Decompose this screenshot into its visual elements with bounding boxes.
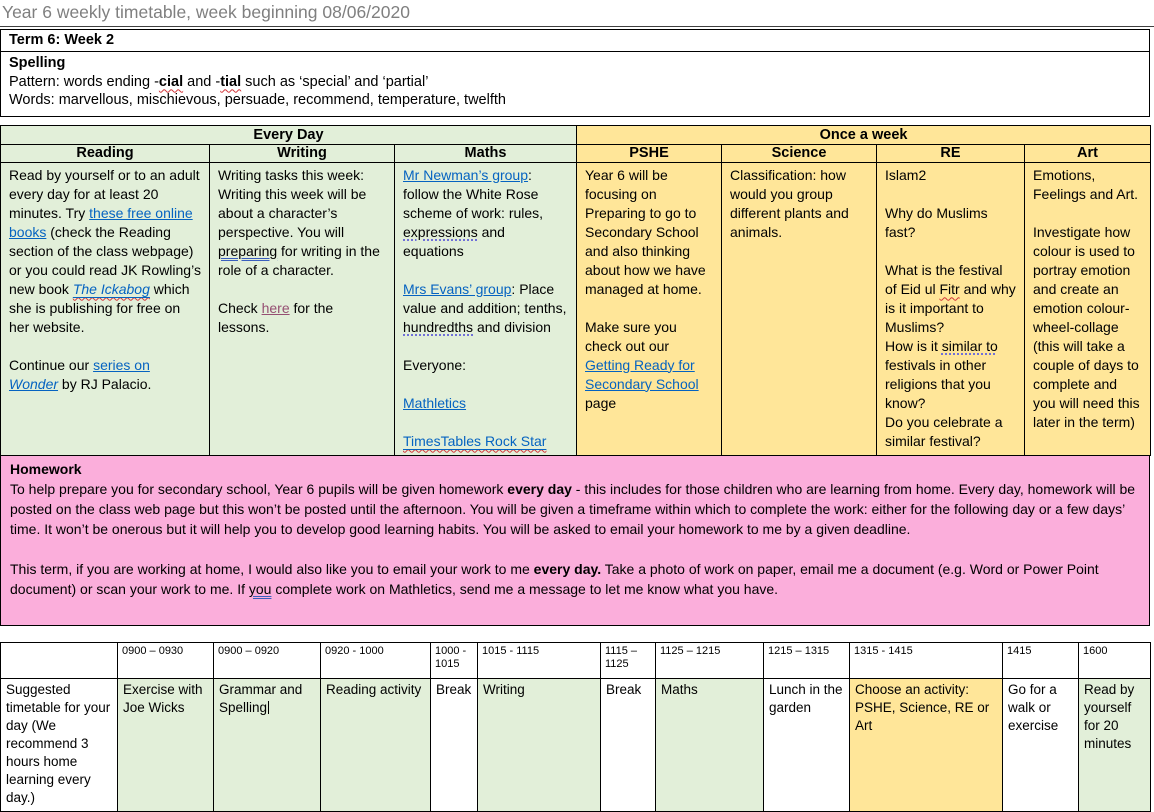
link-mr-newmans-group[interactable]: Mr Newman’s group xyxy=(403,166,529,183)
every-day-header: Every Day xyxy=(1,125,577,144)
pattern-text: and - xyxy=(183,73,221,90)
time-cell: 1315 - 1415 xyxy=(850,642,1003,678)
activity-cell-break-2[interactable]: Break xyxy=(601,678,656,811)
time-header-row xyxy=(1,642,1151,678)
group-header-row xyxy=(1,125,1151,144)
link-series-on-wonder[interactable]: series on Wonder xyxy=(9,356,150,392)
time-cell: 0920 - 1000 xyxy=(321,642,431,678)
maths-paragraph: Everyone: xyxy=(403,356,467,373)
homework-paragraph: To help prepare you for secondary school, Year 6 pupils will be given homework every day - this includes for those children who are learning from home. Every day, homework will be posted on the class web page but this won’t be posted until the afternoon. You will be given a timeframe within which to complete the work: either for the following day or a few days’ time. It won’t be onerous but it will help you to develop good learning habits. You will be asked to email your homework to me by a given deadline. xyxy=(10,480,1136,537)
link-timestables-rock-star[interactable]: TimesTables Rock Star xyxy=(403,432,547,449)
activity-cell-read[interactable]: Read by yourself for 20 minutes xyxy=(1079,678,1151,811)
maths-cell[interactable] xyxy=(395,162,577,455)
maths-header: Maths xyxy=(395,144,577,162)
time-cell: 0900 – 0920 xyxy=(214,642,321,678)
reading-text: Read by yourself or to an adult every day for at least 20 minutes. Try xyxy=(9,166,200,221)
pattern-suffix-cial: cial xyxy=(158,73,184,90)
re-header: RE xyxy=(877,144,1025,162)
link-mathletics[interactable]: Mathletics xyxy=(403,394,467,411)
link-the-ickabog[interactable]: The Ickabog xyxy=(72,280,150,297)
homework-section[interactable] xyxy=(0,456,1150,626)
grammar-flagged-word: you xyxy=(248,580,272,597)
activity-cell-break-1[interactable]: Break xyxy=(431,678,478,811)
activity-cell-exercise[interactable]: Exercise with Joe Wicks xyxy=(118,678,214,811)
link-getting-ready-secondary-school[interactable]: Getting Ready for Secondary School xyxy=(585,356,699,392)
weekly-subjects-table xyxy=(0,125,1151,456)
spelling-pattern xyxy=(9,73,1141,92)
pshe-paragraph: Year 6 will be focusing on Preparing to go to Secondary School and also thinking about how we have managed at home. xyxy=(585,166,706,297)
writing-cell[interactable] xyxy=(210,162,395,455)
activity-cell-grammar-spelling[interactable]: Grammar and Spelling xyxy=(214,678,321,811)
time-cell: 1600 xyxy=(1079,642,1151,678)
text-cursor xyxy=(268,701,269,714)
reading-paragraph xyxy=(9,356,201,394)
reading-header: Reading xyxy=(1,144,210,162)
time-cell: 1415 xyxy=(1003,642,1079,678)
reading-cell[interactable] xyxy=(1,162,210,455)
reading-text: (check the Reading section of the class webpage) or you could read JK Rowling’s new book xyxy=(9,223,201,297)
once-a-week-header: Once a week xyxy=(577,125,1151,144)
re-paragraph: What is the festival of Eid ul Fitr and why is it important to Muslims? xyxy=(885,261,1016,335)
reading-text: Continue our xyxy=(9,356,94,373)
science-cell[interactable] xyxy=(722,162,877,455)
re-cell[interactable] xyxy=(877,162,1025,455)
homework-heading: Homework xyxy=(10,460,82,477)
emphasis-every-day: every day xyxy=(507,480,572,497)
re-paragraph: Why do Muslims fast? xyxy=(885,204,988,240)
science-paragraph: Classification: how would you group different plants and animals. xyxy=(730,166,849,240)
activity-cell-lunch[interactable]: Lunch in the garden xyxy=(764,678,850,811)
art-paragraph: Emotions, Feelings and Art. xyxy=(1033,166,1139,202)
activity-cell-writing[interactable]: Writing xyxy=(478,678,601,811)
spelling-section[interactable] xyxy=(1,52,1149,116)
grammar-flagged-word: preparing xyxy=(218,242,278,259)
art-header: Art xyxy=(1025,144,1151,162)
term-week-label[interactable]: Term 6: Week 2 xyxy=(1,30,1149,52)
art-paragraph: Investigate how colour is used to portray emotion and create an emotion colour-wheel-collage (this will take a couple of days to complete and you will need this later in the term) xyxy=(1033,223,1140,430)
writing-line: Writing tasks this week: xyxy=(218,166,365,183)
suggestion-flagged-word: hundredths xyxy=(403,318,474,335)
daily-timetable-table xyxy=(0,642,1151,812)
time-cell: 0900 – 0930 xyxy=(118,642,214,678)
reading-text: by RJ Palacio. xyxy=(58,375,152,392)
suggestion-flagged-word: similar to xyxy=(941,337,998,354)
link-mrs-evans-group[interactable]: Mrs Evans’ group xyxy=(403,280,512,297)
reading-text: which she is publishing for free on her website. xyxy=(9,280,190,335)
suggestion-flagged-word: expressions xyxy=(403,223,478,240)
time-cell: 1215 – 1315 xyxy=(764,642,850,678)
term-spelling-box xyxy=(0,29,1150,117)
emphasis-every-day: every day. xyxy=(533,560,602,577)
writing-header: Writing xyxy=(210,144,395,162)
pattern-text: Pattern: words ending - xyxy=(9,73,159,90)
pattern-suffix-tial: tial xyxy=(220,73,242,90)
time-cell: 1015 - 1115 xyxy=(478,642,601,678)
spelling-heading: Spelling xyxy=(9,55,66,71)
activity-cell-choose-activity[interactable]: Choose an activity: PSHE, Science, RE or Art xyxy=(850,678,1003,811)
time-cell-empty xyxy=(1,642,118,678)
homework-paragraph: This term, if you are working at home, I would also like you to email your work to me every day. Take a photo of work on paper, email me a document (e.g. Word or Power Point document) or scan your work to me. If you complete work on Mathletics, send me a message to let me know what you have. xyxy=(10,560,1099,597)
activity-cell-reading[interactable]: Reading activity xyxy=(321,678,431,811)
link-these-free-online-books[interactable]: these free online books xyxy=(9,204,193,240)
subject-header-row xyxy=(1,144,1151,162)
pshe-cell[interactable] xyxy=(577,162,722,455)
science-header: Science xyxy=(722,144,877,162)
re-paragraph: How is it similar to festivals in other religions that you know? xyxy=(885,337,998,411)
writing-paragraph: Check here for the lessons. xyxy=(218,299,334,335)
maths-paragraph xyxy=(403,394,568,413)
maths-paragraph: Mr Newman’s group: follow the White Rose scheme of work: rules, expressions and equations xyxy=(403,166,544,259)
time-cell: 1115 – 1125 xyxy=(601,642,656,678)
subject-content-row xyxy=(1,162,1151,455)
art-cell[interactable] xyxy=(1025,162,1151,455)
page-title: Year 6 weekly timetable, week beginning 08/06/2020 xyxy=(0,0,1154,27)
pshe-header: PSHE xyxy=(577,144,722,162)
activity-cell-maths[interactable]: Maths xyxy=(656,678,764,811)
spellcheck-flagged-word: Fitr xyxy=(939,280,960,297)
writing-paragraph: Writing this week will be about a character’s perspective. You will preparing for writing in the role of a character. xyxy=(218,185,380,278)
timetable-label-cell[interactable]: Suggested timetable for your day (We recommend 3 hours home learning every day.) xyxy=(1,678,118,811)
link-here-lessons[interactable]: here xyxy=(261,299,290,316)
re-paragraph: Do you celebrate a similar festival? xyxy=(885,413,1003,449)
time-cell: 1125 – 1215 xyxy=(656,642,764,678)
pattern-text: such as ‘special’ and ‘partial’ xyxy=(241,73,429,90)
activity-cell-walk[interactable]: Go for a walk or exercise xyxy=(1003,678,1079,811)
spelling-words: Words: marvellous, mischievous, persuade, recommend, temperature, twelfth xyxy=(9,92,506,108)
activity-row xyxy=(1,678,1151,811)
maths-paragraph xyxy=(403,432,568,451)
maths-paragraph: Mrs Evans’ group: Place value and addition; tenths, hundredths and division xyxy=(403,280,567,335)
re-paragraph: Islam2 xyxy=(885,166,927,183)
reading-paragraph xyxy=(9,166,201,337)
time-cell: 1000 - 1015 xyxy=(431,642,478,678)
pshe-paragraph: Make sure you check out our Getting Ready for Secondary School page xyxy=(585,318,699,411)
